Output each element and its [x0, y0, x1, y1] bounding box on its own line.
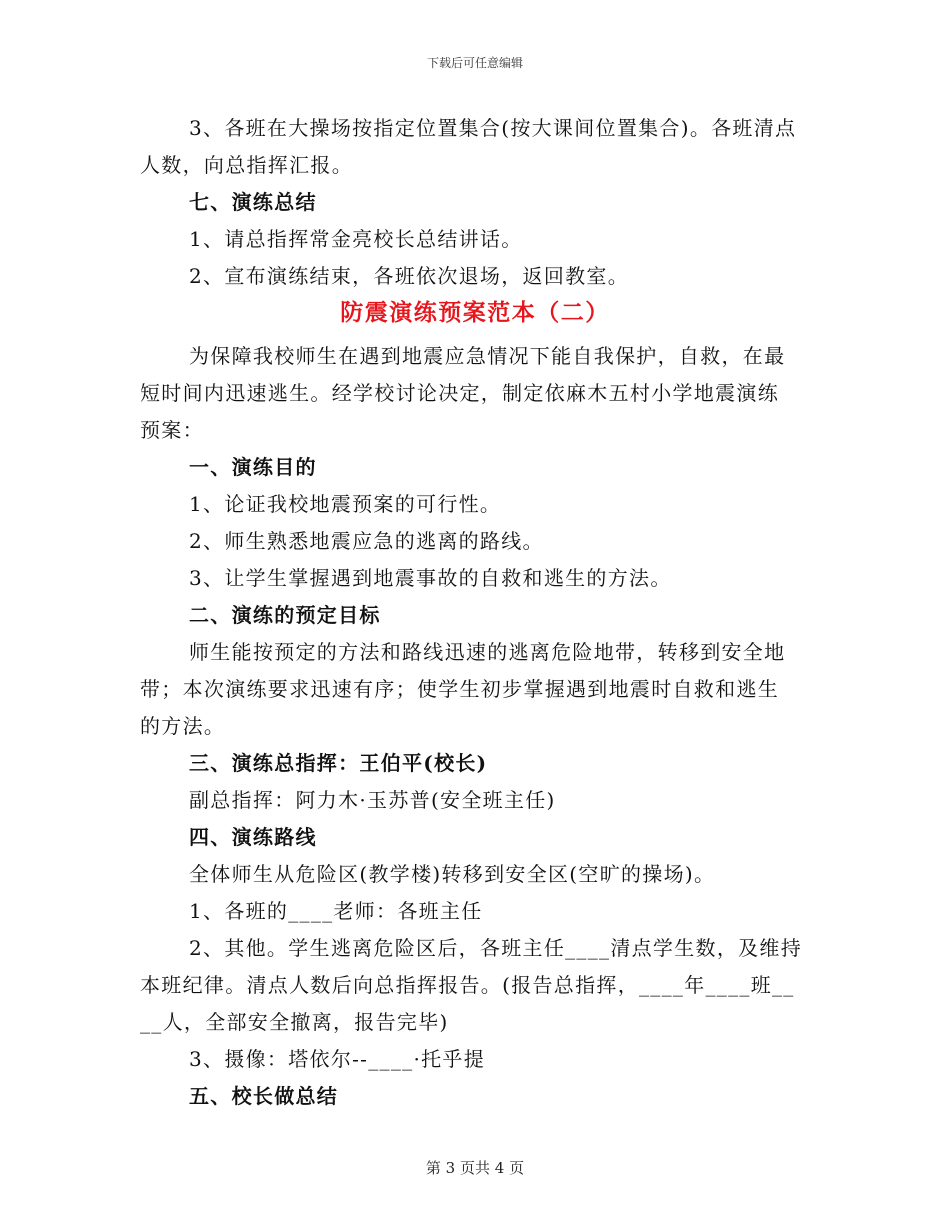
- section-heading-5: 五、校长做总结: [189, 1084, 339, 1108]
- paragraph-line: 2、其他。学生逃离危险区后，各班主任____清点学生数，及维持: [189, 936, 803, 960]
- section-heading-3: 三、演练总指挥：王伯平(校长): [189, 751, 488, 775]
- paragraph-line: 全体师生从危险区(教学楼)转移到安全区(空旷的操场)。: [189, 862, 716, 886]
- page-header: 下载后可任意编辑: [426, 56, 523, 70]
- paragraph-line: 师生能按预定的方法和路线迅速的逃离危险地带，转移到安全地: [189, 640, 786, 664]
- document-title: 防震演练预案范本（二）: [340, 299, 610, 326]
- paragraph-line: 2、师生熟悉地震应急的逃离的路线。: [189, 529, 544, 553]
- paragraph-line: 3、摄像：塔依尔--____·托乎提: [189, 1047, 485, 1071]
- page-footer: 第 3 页共 4 页: [425, 1159, 525, 1177]
- paragraph-line: 短时间内迅速逃生。经学校讨论决定，制定依麻木五村小学地震演练: [140, 381, 779, 405]
- paragraph-line: 1、论证我校地震预案的可行性。: [189, 492, 502, 516]
- paragraph-line: 为保障我校师生在遇到地震应急情况下能自我保护，自救，在最: [189, 344, 786, 368]
- paragraph-line: 预案：: [140, 418, 204, 442]
- paragraph-line: __人，全部安全撤离，报告完毕): [140, 1010, 449, 1034]
- paragraph-line: 3、让学生掌握遇到地震事故的自救和逃生的方法。: [189, 566, 672, 590]
- section-heading-1: 一、演练目的: [189, 455, 317, 479]
- paragraph-line: 1、请总指挥常金亮校长总结讲话。: [189, 227, 523, 251]
- section-heading-2: 二、演练的预定目标: [189, 603, 381, 627]
- paragraph-line: 3、各班在大操场按指定位置集合(按大课间位置集合)。各班清点: [189, 116, 797, 140]
- paragraph-line: 副总指挥：阿力木·玉苏普(安全班主任): [189, 788, 556, 812]
- section-heading-4: 四、演练路线: [189, 825, 317, 849]
- paragraph-line: 人数，向总指挥汇报。: [140, 153, 353, 177]
- section-heading-7: 七、演练总结: [189, 190, 317, 214]
- paragraph-line: 的方法。: [140, 714, 226, 738]
- paragraph-line: 本班纪律。清点人数后向总指挥报告。(报告总指挥，____年____班__: [140, 973, 795, 997]
- paragraph-line: 2、宣布演练结束，各班依次退场，返回教室。: [189, 264, 630, 288]
- paragraph-line: 1、各班的____老师：各班主任: [189, 899, 483, 923]
- paragraph-line: 带；本次演练要求迅速有序；使学生初步掌握遇到地震时自救和逃生: [140, 677, 779, 701]
